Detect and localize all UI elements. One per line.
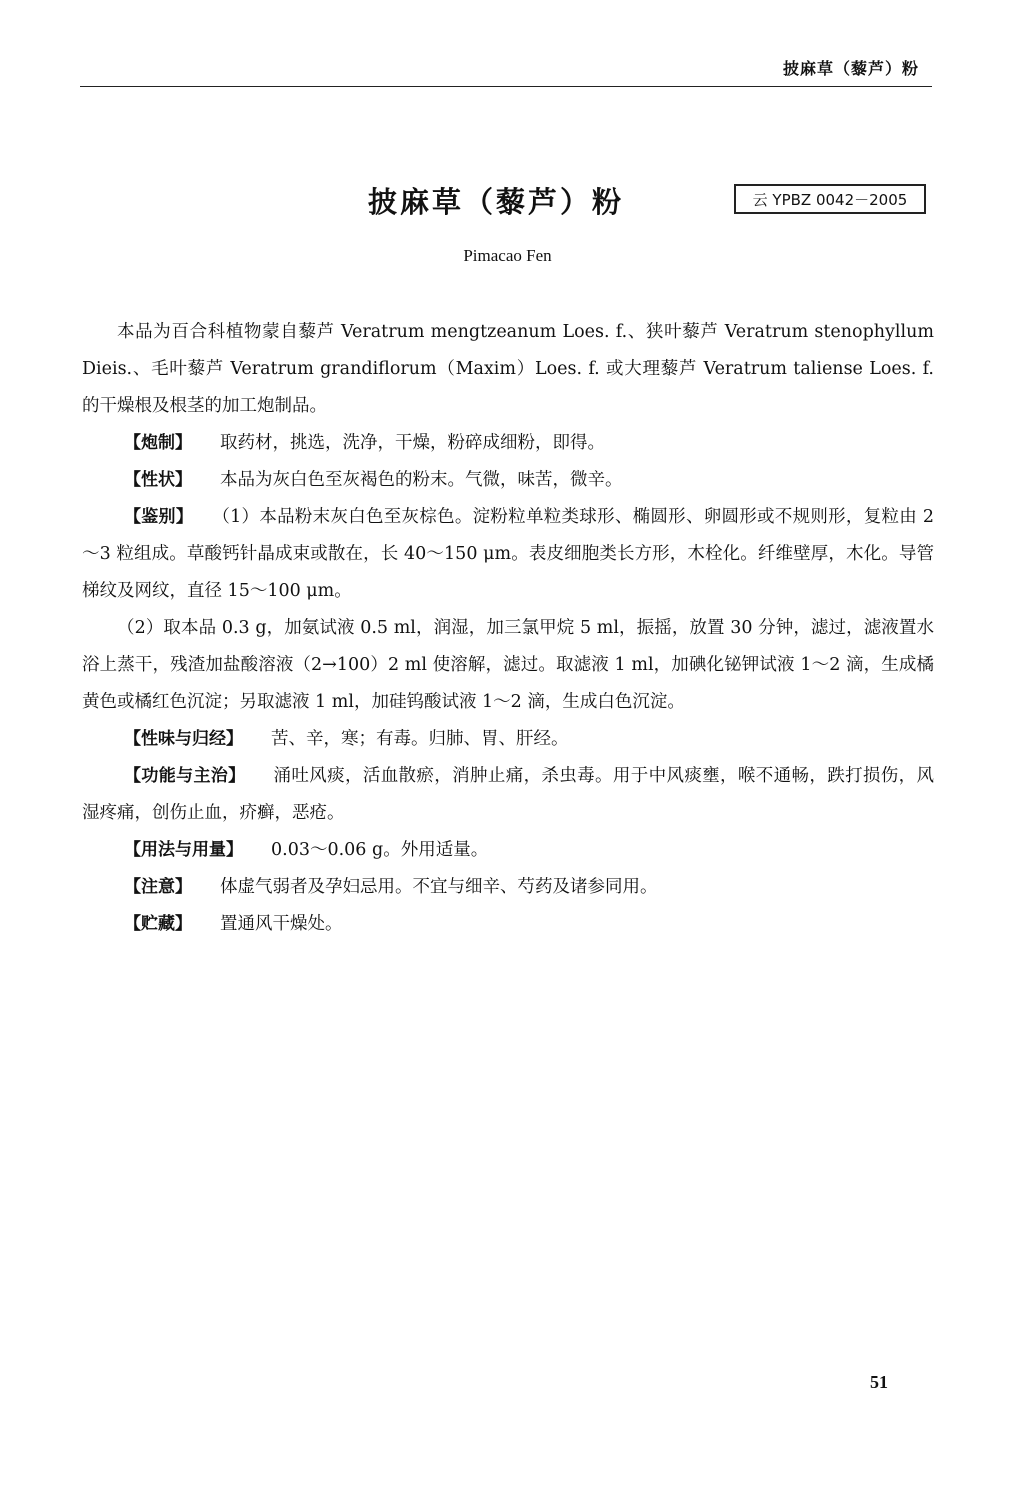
section-processing <box>82 425 934 462</box>
pinyin-title: Pimacao Fen <box>463 246 552 265</box>
section-label-description: 【性状】 <box>124 470 192 490</box>
section-description <box>82 462 934 499</box>
section-text-identification-1: （1）本品粉末灰白色至灰棕色。淀粉粒单粒类球形、椭圆形、卵圆形或不规则形，复粒由 2～3 粒组成。草酸钙针晶成束或散在，长 40～150 μm。表皮细胞类长方形，木栓化。纤维壁厚，木化。导管梯纹及网纹，直径 15～100 μm。 <box>82 507 935 601</box>
section-label-usage-dosage: 【用法与用量】 <box>124 840 243 860</box>
section-text-usage-dosage: 0.03～0.06 g。外用适量。 <box>271 840 489 860</box>
section-text-processing: 取药材，挑选，洗净，干燥，粉碎成细粉，即得。 <box>220 433 605 453</box>
section-label-identification: 【鉴别】 <box>124 507 194 527</box>
section-nature-meridian <box>82 721 934 758</box>
intro-paragraph: 本品为百合科植物蒙自藜芦 Veratrum mengtzeanum Loes. f.、狭叶藜芦 Veratrum stenophyllum Dieis.、毛叶藜芦 Veratrum grandiflorum（Maxim）Loes. f. 或大理藜芦 Veratrum taliense Loes. f. 的干燥根及根茎的加工炮制品。 <box>82 322 934 416</box>
section-identification <box>82 499 934 610</box>
section-precautions <box>82 869 934 906</box>
section-usage-dosage <box>82 832 934 869</box>
section-text-precautions: 体虚气弱者及孕妇忌用。不宜与细辛、芍药及诸参同用。 <box>220 877 658 897</box>
section-label-precautions: 【注意】 <box>124 877 192 897</box>
standard-number-box: 云 YPBZ 0042－2005 <box>734 184 926 214</box>
page-number: 51 <box>870 1372 888 1392</box>
monograph-body <box>82 314 934 943</box>
section-text-nature-meridian: 苦、辛，寒；有毒。归肺、胃、肝经。 <box>271 729 569 749</box>
section-storage <box>82 906 934 943</box>
header-rule <box>80 86 932 87</box>
running-header-title: 披麻草（藜芦）粉 <box>782 59 919 78</box>
section-label-function-indication: 【功能与主治】 <box>124 766 246 786</box>
section-text-function-indication: 涌吐风痰，活血散瘀，消肿止痛，杀虫毒。用于中风痰壅，喉不通畅，跌打损伤，风湿疼痛，创伤止血，疥癣，恶疮。 <box>82 766 935 823</box>
section-label-storage: 【贮藏】 <box>124 914 192 934</box>
section-identification-2: （2）取本品 0.3 g，加氨试液 0.5 ml，润湿，加三氯甲烷 5 ml，振摇，放置 30 分钟，滤过，滤液置水浴上蒸干，残渣加盐酸溶液（2→100）2 ml 使溶解，滤过。取滤液 1 ml，加碘化铋钾试液 1～2 滴，生成橘黄色或橘红色沉淀；另取滤液 1 ml，加硅钨酸试液 1～2 滴，生成白色沉淀。 <box>82 618 934 712</box>
section-text-storage: 置通风干燥处。 <box>220 914 343 934</box>
page-title: 披麻草（藜芦）粉 <box>368 185 625 219</box>
section-text-description: 本品为灰白色至灰褐色的粉末。气微，味苦，微辛。 <box>220 470 623 490</box>
section-function-indication <box>82 758 934 832</box>
section-label-processing: 【炮制】 <box>124 433 192 453</box>
section-label-nature-meridian: 【性味与归经】 <box>124 729 243 749</box>
